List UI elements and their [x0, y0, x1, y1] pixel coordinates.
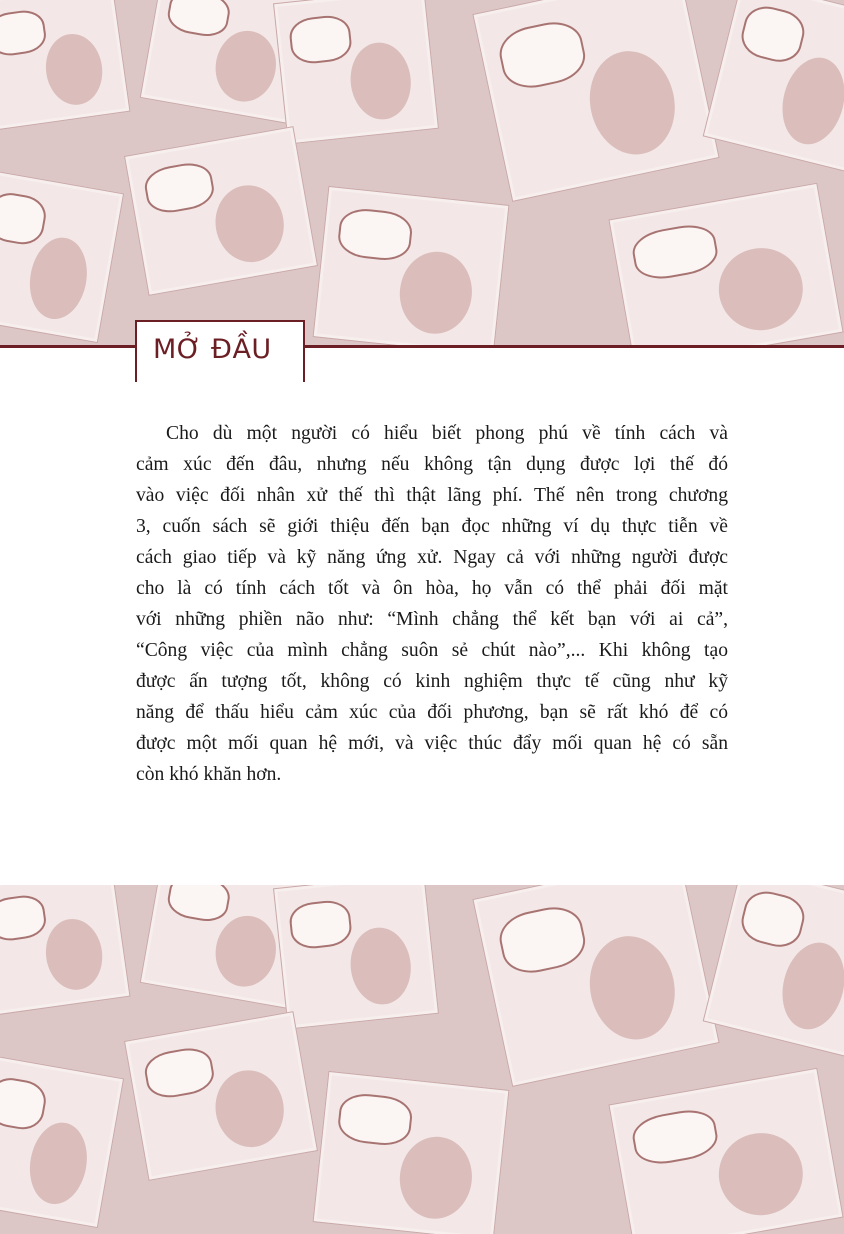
illustration-panel — [0, 0, 130, 131]
speech-bubble — [337, 1091, 414, 1147]
paragraph-line: “Công việc của mình chẳng suôn sẻ chút nào”,... Khi không tạo — [136, 640, 728, 661]
illustration-panel — [703, 885, 844, 1058]
speech-bubble — [141, 1044, 217, 1101]
paragraph-line: với những phiền não như: “Mình chẳng thể kết bạn với ai cả”, — [136, 609, 728, 630]
character-figure — [41, 915, 106, 994]
illustration-panel — [472, 885, 719, 1087]
character-figure — [773, 936, 844, 1036]
speech-bubble — [629, 1106, 720, 1169]
illustration-panel — [273, 0, 439, 145]
paragraph-line: cho là có tính cách tốt và ôn hòa, họ vẫn có thể phải đối mặt — [136, 578, 728, 599]
character-figure — [712, 1126, 809, 1222]
bottom-illustration-band — [0, 885, 844, 1234]
paragraph-line: được ấn tượng tốt, không có kinh nghiệm thực tế cũng như kỹ — [136, 671, 728, 692]
character-figure — [24, 1118, 93, 1209]
character-figure — [346, 925, 414, 1008]
character-figure — [580, 43, 684, 163]
paragraph-line: còn khó khăn hơn. — [136, 764, 282, 785]
paragraph-line: vào việc đối nhân xử thế thì thật lãng phí. Thế nên trong chương — [136, 485, 728, 506]
page-title: MỞ ĐẦU — [153, 334, 272, 365]
top-illustration-band — [0, 0, 844, 347]
paragraph-line: 3, cuốn sách sẽ giới thiệu đến bạn đọc những ví dụ thực tiễn về — [136, 516, 728, 537]
speech-bubble — [495, 16, 590, 93]
illustration-panel — [0, 1054, 124, 1228]
speech-bubble — [288, 13, 353, 65]
speech-bubble — [495, 901, 590, 978]
character-figure — [209, 180, 289, 268]
illustration-panel — [313, 186, 510, 347]
speech-bubble — [0, 892, 48, 943]
illustration-panel — [608, 1068, 843, 1234]
illustration-panel — [273, 885, 439, 1030]
heading-rule — [0, 345, 844, 348]
illustration-panel — [703, 0, 844, 173]
character-figure — [346, 40, 414, 123]
character-figure — [210, 25, 282, 106]
speech-bubble — [165, 885, 233, 924]
illustration-panel — [124, 126, 318, 296]
character-figure — [24, 233, 93, 324]
speech-bubble — [737, 2, 809, 67]
character-figure — [396, 248, 476, 338]
illustration-panel — [313, 1071, 510, 1234]
speech-bubble — [0, 190, 49, 248]
speech-bubble — [165, 0, 233, 39]
character-figure — [210, 910, 282, 991]
character-figure — [580, 928, 684, 1048]
speech-bubble — [737, 887, 809, 952]
speech-bubble — [0, 7, 48, 58]
illustration-panel — [0, 169, 124, 343]
illustration-panel — [0, 885, 130, 1016]
illustration-panel — [472, 0, 719, 202]
paragraph-line: cách giao tiếp và kỹ năng ứng xử. Ngay cả với những người được — [136, 547, 728, 568]
character-figure — [396, 1133, 476, 1223]
paragraph-line: cảm xúc đến đâu, nhưng nếu không tận dụng được lợi thế đó — [136, 454, 728, 475]
speech-bubble — [141, 159, 217, 216]
speech-bubble — [629, 221, 720, 284]
illustration-panel — [124, 1011, 318, 1181]
character-figure — [712, 241, 809, 337]
paragraph-line: năng để thấu hiểu cảm xúc của đối phương, bạn sẽ rất khó để có — [136, 702, 728, 723]
speech-bubble — [288, 898, 353, 950]
character-figure — [41, 30, 106, 109]
speech-bubble — [0, 1075, 49, 1133]
paragraph-line: được một mối quan hệ mới, và việc thúc đẩy mối quan hệ có sẵn — [136, 733, 728, 754]
intro-paragraph — [136, 418, 728, 790]
character-figure — [209, 1065, 289, 1153]
speech-bubble — [337, 206, 414, 262]
character-figure — [773, 51, 844, 151]
illustration-panel — [608, 183, 843, 347]
paragraph-line: Cho dù một người có hiểu biết phong phú về tính cách và — [166, 423, 728, 444]
